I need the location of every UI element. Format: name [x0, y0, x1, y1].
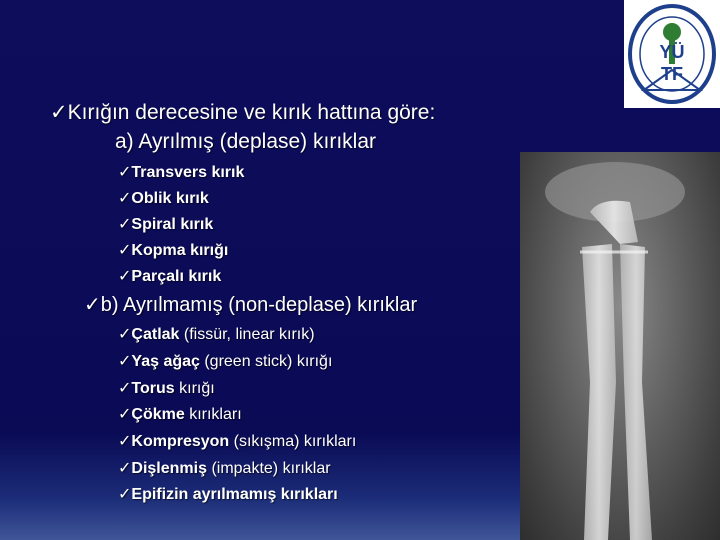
check-icon: ✓	[118, 240, 132, 259]
logo-letters-bottom: TF	[661, 64, 683, 84]
list-b-item: ✓Torus kırığı	[118, 378, 215, 397]
check-icon: ✓	[118, 484, 132, 503]
check-icon: ✓	[118, 404, 132, 423]
check-icon: ✓	[118, 378, 132, 397]
list-a-item: ✓Kopma kırığı	[118, 240, 229, 259]
check-icon: ✓	[118, 188, 132, 207]
check-icon: ✓	[118, 458, 132, 477]
check-icon: ✓	[50, 100, 68, 124]
list-b-item: ✓Epifizin ayrılmamış kırıkları	[118, 484, 338, 503]
list-a-item: ✓Spiral kırık	[118, 214, 214, 233]
list-a-item: ✓Parçalı kırık	[118, 266, 222, 285]
list-b-item: ✓Yaş ağaç (green stick) kırığı	[118, 351, 333, 370]
check-icon: ✓	[118, 431, 132, 450]
check-icon: ✓	[118, 324, 132, 343]
check-icon: ✓	[118, 214, 132, 233]
heading-text: Kırığın derecesine ve kırık hattına göre:	[67, 101, 436, 124]
list-b-item: ✓Çatlak (fissür, linear kırık)	[118, 324, 315, 343]
university-logo	[624, 0, 720, 108]
section-a-title: a) Ayrılmış (deplase) kırıklar	[115, 130, 377, 153]
list-b-item: ✓Dişlenmiş (impakte) kırıklar	[118, 458, 331, 477]
heading	[50, 100, 435, 125]
list-a-item: ✓Transvers kırık	[118, 162, 245, 181]
check-icon: ✓	[118, 266, 132, 285]
check-icon: ✓	[118, 351, 132, 370]
logo-letters-top: YÜ	[659, 42, 685, 62]
list-a-item: ✓Oblik kırık	[118, 188, 209, 207]
xray-image	[520, 152, 720, 540]
section-b-title: ✓b) Ayrılmamış (non-deplase) kırıklar	[84, 292, 418, 316]
check-icon: ✓	[84, 292, 101, 316]
list-b-item: ✓Kompresyon (sıkışma) kırıkları	[118, 431, 357, 450]
check-icon: ✓	[118, 162, 132, 181]
list-b-item: ✓Çökme kırıkları	[118, 404, 242, 423]
